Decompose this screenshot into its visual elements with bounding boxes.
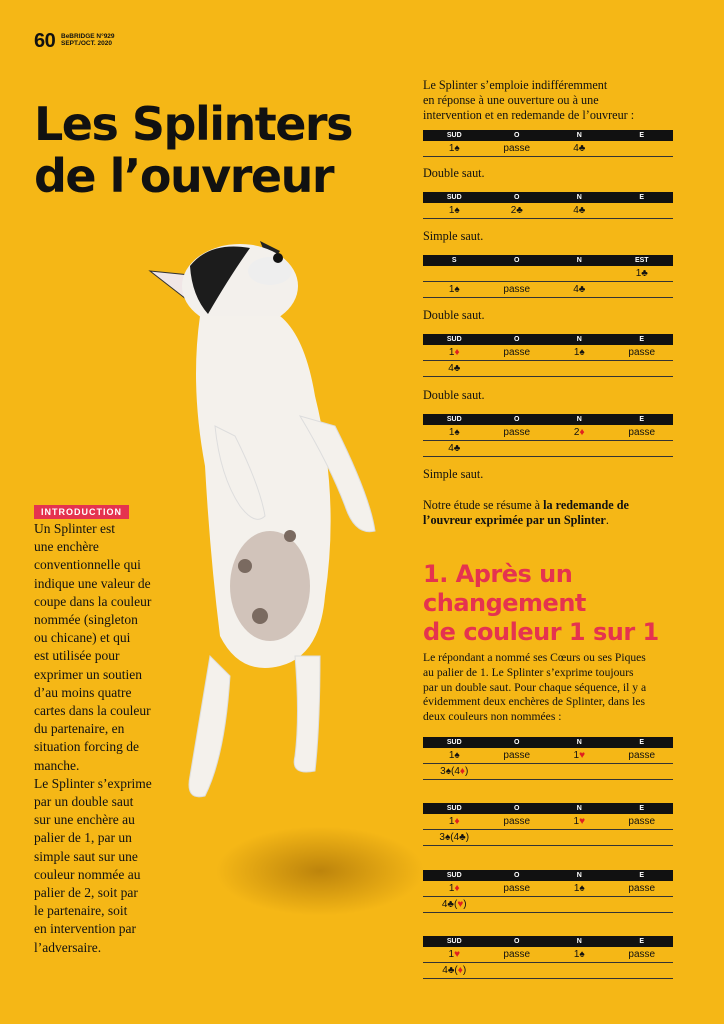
intro-line: ou chicane) et qui <box>34 630 131 646</box>
bidding-table-header <box>423 870 673 881</box>
bidding-table <box>423 130 673 157</box>
bid-cell: passe <box>503 427 531 438</box>
bidding-row <box>423 266 673 282</box>
header-cell: O <box>514 336 520 343</box>
text-line: en réponse à une ouverture ou à une <box>423 93 599 108</box>
section-title-line: de couleur 1 sur 1 <box>423 618 659 646</box>
header-cell: O <box>514 194 520 201</box>
intro-line: palier de 2, soit par <box>34 885 138 901</box>
text-line: deux couleurs non nommées : <box>423 710 562 724</box>
summary-end: . <box>605 513 609 528</box>
bidding-row <box>423 141 673 157</box>
summary-text <box>423 498 673 528</box>
bidding-table <box>423 870 673 913</box>
bidding-row <box>423 830 673 846</box>
summary-bold-2: l’ouvreur exprimée par un Splinter <box>423 513 606 528</box>
bidding-table-header <box>423 192 673 203</box>
bidding-table-header <box>423 255 673 266</box>
bid-cell: 1♦ <box>448 816 460 827</box>
bidding-table <box>423 414 673 457</box>
header-cell: SUD <box>446 194 462 201</box>
bidding-row <box>423 947 673 963</box>
header-cell: O <box>514 739 520 746</box>
bidding-row <box>423 345 673 361</box>
bid-cell: passe <box>503 883 531 894</box>
intro-line: situation forcing de <box>34 739 139 755</box>
bidding-table <box>423 255 673 298</box>
intro-line: d’au moins quatre <box>34 684 132 700</box>
header-cell: E <box>639 132 645 139</box>
bidding-row <box>423 282 673 298</box>
bidding-row <box>423 963 673 979</box>
text-line: Le Splinter s’emploie indifféremment <box>423 78 608 92</box>
header-cell: N <box>576 132 582 139</box>
bid-cell: 4♣ <box>448 443 461 454</box>
bidding-row <box>423 203 673 219</box>
bid-cell: 1♦ <box>448 883 460 894</box>
section-title-line: 1. Après un <box>423 560 573 588</box>
bid-cell: 1♠ <box>573 949 585 960</box>
intro-line: indique une valeur de <box>34 575 151 591</box>
bidding-row <box>423 425 673 441</box>
intro-line: simple saut sur une <box>34 848 138 864</box>
bidding-table-header <box>423 334 673 345</box>
bid-cell: 1♠ <box>448 205 460 216</box>
bid-cell: passe <box>503 949 531 960</box>
header-cell: N <box>576 194 582 201</box>
splinter-usage-text <box>423 78 673 124</box>
header-cell: E <box>639 938 645 945</box>
magazine-issue <box>61 33 115 47</box>
intro-line: exprimer un soutien <box>34 666 142 682</box>
bidding-table-header <box>423 737 673 748</box>
header-cell: EST <box>634 257 649 264</box>
header-cell: O <box>514 938 520 945</box>
header-cell: E <box>639 872 645 879</box>
bid-cell: passe <box>503 284 531 295</box>
header-cell: SUD <box>446 132 462 139</box>
page-number: 60 <box>34 30 56 52</box>
bid-cell: passe <box>628 750 656 761</box>
bidding-caption: Double saut. <box>423 388 485 402</box>
intro-line: palier de 1, par un <box>34 830 132 846</box>
intro-line: est utilisée pour <box>34 648 120 664</box>
bidding-row <box>423 897 673 913</box>
section-text <box>423 651 673 725</box>
header-cell: N <box>576 739 582 746</box>
bid-cell: 1♠ <box>448 427 460 438</box>
bidding-table-header <box>423 130 673 141</box>
bid-cell: 4♣(♥) <box>441 899 467 910</box>
bid-cell: passe <box>628 347 656 358</box>
intro-line: une enchère <box>34 539 99 555</box>
french-bulldog-image <box>130 236 400 826</box>
bidding-table <box>423 334 673 377</box>
header-cell: E <box>639 805 645 812</box>
intro-tag: INTRODUCTION <box>34 505 129 519</box>
bidding-table-header <box>423 414 673 425</box>
bid-cell: 2♣ <box>510 205 523 216</box>
header-cell: SUD <box>446 416 462 423</box>
header-cell: O <box>514 257 520 264</box>
page-title <box>34 98 394 202</box>
intro-line: du partenaire, en <box>34 721 125 737</box>
bid-cell: passe <box>628 816 656 827</box>
dog-shadow <box>215 826 425 916</box>
bidding-row <box>423 764 673 780</box>
bid-cell: passe <box>503 750 531 761</box>
summary-plain: Notre étude se résume à <box>423 498 544 512</box>
intro-line: par un double saut <box>34 794 134 810</box>
bid-cell: 1♠ <box>448 143 460 154</box>
header-cell: O <box>514 132 520 139</box>
bid-cell: 3♠(4♦) <box>440 766 469 777</box>
header-cell: N <box>576 336 582 343</box>
issue-date: SEPT./OCT. 2020 <box>61 40 112 47</box>
bid-cell: 4♣ <box>573 284 586 295</box>
intro-line: coupe dans la couleur <box>34 593 152 609</box>
header-cell: SUD <box>446 938 462 945</box>
bid-cell: 1♥ <box>573 750 585 761</box>
header-cell: SUD <box>446 336 462 343</box>
text-line: Le répondant a nommé ses Cœurs ou ses Piques <box>423 651 646 664</box>
intro-line: l’adversaire. <box>34 939 102 955</box>
bidding-caption: Simple saut. <box>423 229 484 243</box>
bid-cell: 1♠ <box>448 284 460 295</box>
bidding-table <box>423 936 673 979</box>
bid-cell: 1♠ <box>573 347 585 358</box>
bid-cell: passe <box>628 883 656 894</box>
bid-cell: 4♣ <box>573 143 586 154</box>
header-cell: N <box>576 872 582 879</box>
bid-cell: 3♠(4♣) <box>439 832 470 843</box>
text-line: au palier de 1. Le Splinter s’exprime toujours <box>423 665 634 679</box>
intro-line: manche. <box>34 757 80 773</box>
intro-text <box>34 520 164 957</box>
bidding-table-header <box>423 936 673 947</box>
header-cell: N <box>576 257 582 264</box>
magazine-name: BeBRIDGE N°929 <box>61 33 115 40</box>
bidding-row <box>423 881 673 897</box>
bid-cell: passe <box>503 347 531 358</box>
bid-cell: passe <box>503 143 531 154</box>
title-line-1: Les Splinters <box>34 97 352 151</box>
bid-cell: 1♥ <box>448 949 460 960</box>
intro-line: Un Splinter est <box>34 521 115 536</box>
text-line: intervention et en redemande de l’ouvreur : <box>423 108 635 123</box>
section-title-line: changement <box>423 589 586 617</box>
bid-cell: 1♣ <box>635 268 648 279</box>
bid-cell: passe <box>503 816 531 827</box>
bid-cell: 1♠ <box>448 750 460 761</box>
bidding-table <box>423 192 673 219</box>
header-cell: E <box>639 416 645 423</box>
text-line: évidemment deux enchères de Splinter, dans les <box>423 695 646 709</box>
bidding-table <box>423 803 673 846</box>
bidding-caption: Double saut. <box>423 308 485 322</box>
bidding-row <box>423 441 673 457</box>
header-cell: S <box>451 257 457 264</box>
bidding-table-header <box>423 803 673 814</box>
bidding-row <box>423 748 673 764</box>
header-cell: SUD <box>446 739 462 746</box>
bid-cell: 4♣ <box>448 363 461 374</box>
header-cell: SUD <box>446 872 462 879</box>
bid-cell: 1♦ <box>448 347 460 358</box>
bidding-caption: Simple saut. <box>423 467 484 481</box>
header-cell: N <box>576 805 582 812</box>
intro-line: couleur nommée au <box>34 866 141 882</box>
intro-line: Le Splinter s’exprime <box>34 775 152 791</box>
bidding-table <box>423 737 673 780</box>
bid-cell: 4♣(♦) <box>442 965 467 976</box>
intro-line: cartes dans la couleur <box>34 703 151 719</box>
header-cell: E <box>639 336 645 343</box>
bidding-row <box>423 361 673 377</box>
header-cell: SUD <box>446 805 462 812</box>
header-cell: E <box>639 739 645 746</box>
intro-line: conventionnelle qui <box>34 557 141 573</box>
intro-line: nommée (singleton <box>34 612 138 628</box>
bid-cell: 1♠ <box>573 883 585 894</box>
header-cell: N <box>576 416 582 423</box>
bid-cell: passe <box>628 949 656 960</box>
header-cell: O <box>514 872 520 879</box>
bid-cell: 1♥ <box>573 816 585 827</box>
intro-line: le partenaire, soit <box>34 903 128 919</box>
intro-line: sur une enchère au <box>34 812 135 828</box>
bid-cell: 4♣ <box>573 205 586 216</box>
title-line-2: de l’ouvreur <box>34 149 334 203</box>
summary-bold-1: la redemande de <box>543 498 629 512</box>
header-cell: O <box>514 805 520 812</box>
intro-line: en intervention par <box>34 921 136 937</box>
bid-cell: 2♦ <box>573 427 585 438</box>
bidding-caption: Double saut. <box>423 166 485 180</box>
header-cell: O <box>514 416 520 423</box>
bid-cell: passe <box>628 427 656 438</box>
header-cell: N <box>576 938 582 945</box>
text-line: par un double saut. Pour chaque séquence, il y a <box>423 680 647 694</box>
header-cell: E <box>639 194 645 201</box>
section-title <box>423 560 703 647</box>
bidding-row <box>423 814 673 830</box>
